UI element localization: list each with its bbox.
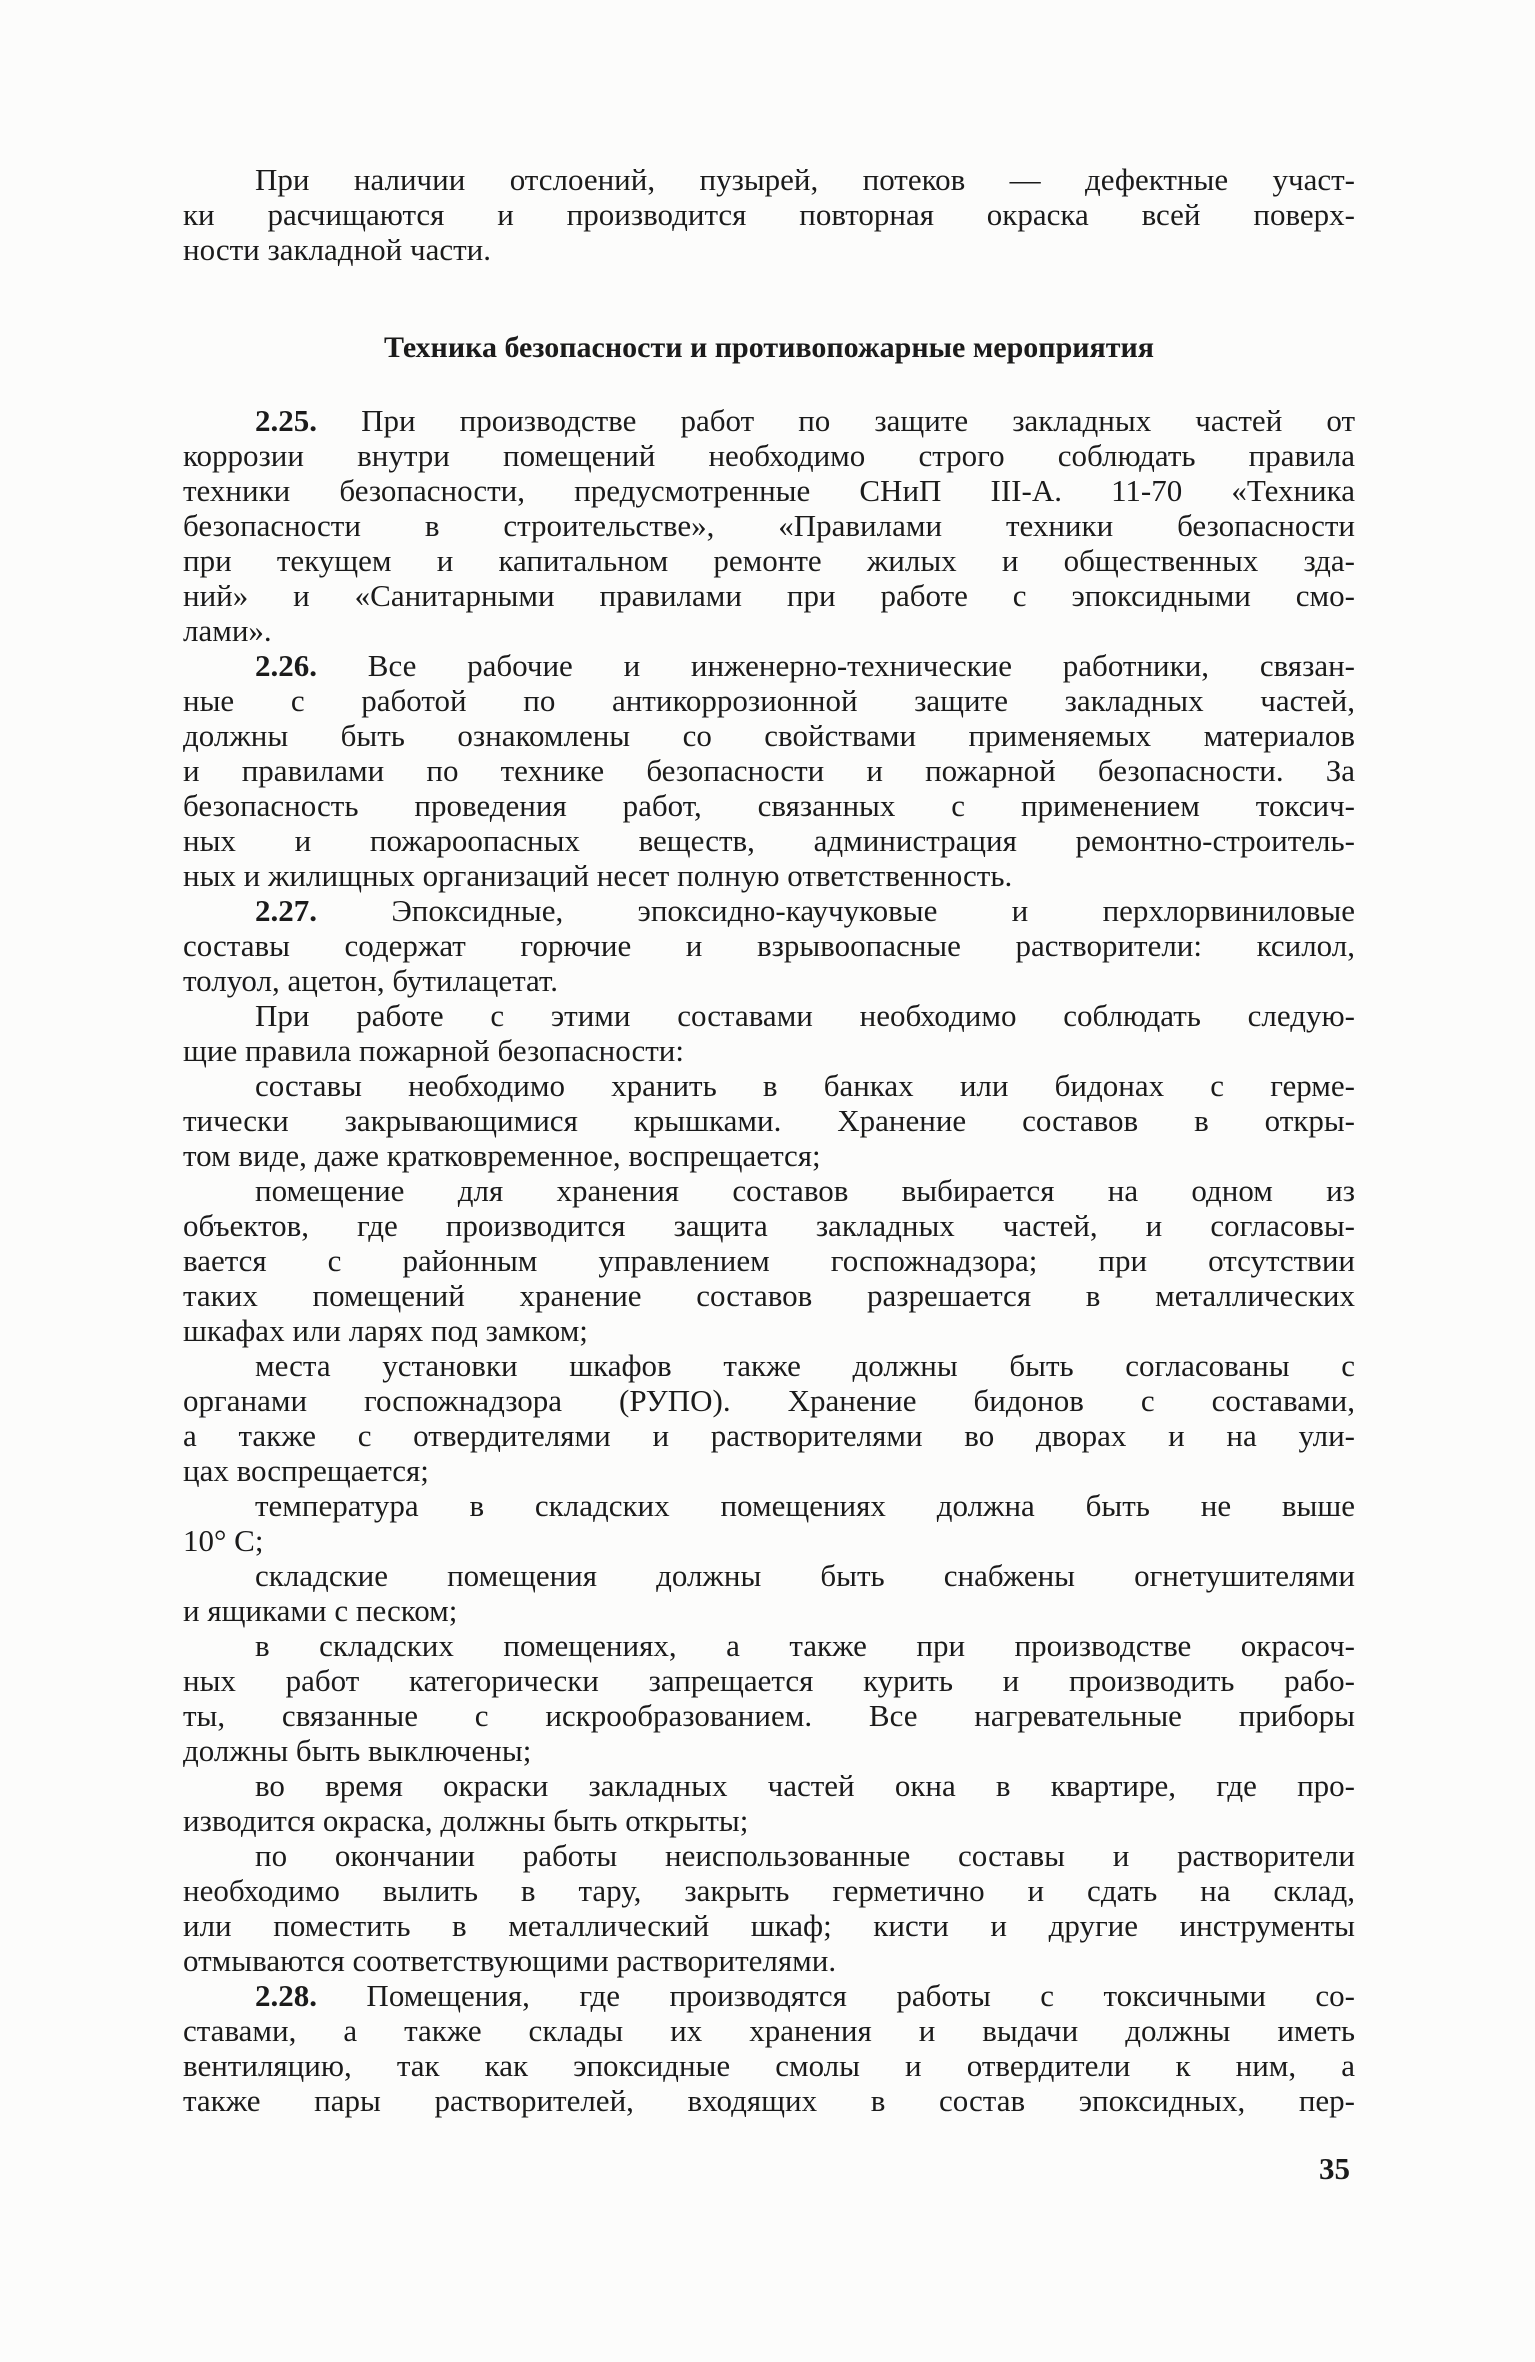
line-text: ные с работой по антикоррозионной защите закладных частей, (183, 683, 1355, 718)
rule-paragraph (183, 998, 1355, 1068)
line-text: безопасности в строительстве», «Правилами техники безопасности (183, 508, 1355, 543)
text-line (183, 1488, 1355, 1523)
line-text: ных и пожароопасных веществ, администрация ремонтно-строитель- (183, 823, 1355, 858)
line-text: Все рабочие и инженерно-технические работники, связан- (317, 648, 1355, 683)
line-text: цах воспрещается; (183, 1453, 429, 1488)
line-text: ставами, а также склады их хранения и выдачи должны иметь (183, 2013, 1355, 2048)
document-body (183, 403, 1355, 2118)
line-text: и ящиками с песком; (183, 1593, 458, 1628)
clause-number: 2.25. (255, 403, 317, 438)
line-text: том виде, даже кратковременное, воспрещается; (183, 1138, 821, 1173)
line-text: При производстве работ по защите закладных частей от (317, 403, 1355, 438)
text-line (183, 1278, 1355, 1313)
line-text: помещение для хранения составов выбирается на одном из (255, 1173, 1355, 1208)
line-text: температура в складских помещениях должна быть не выше (255, 1488, 1355, 1523)
line-text: отмываются соответствующими растворителями. (183, 1943, 837, 1978)
line-text: ности закладной части. (183, 232, 492, 267)
text-line (183, 1348, 1355, 1383)
text-line (183, 858, 1355, 893)
clause-paragraph (183, 893, 1355, 998)
text-line (183, 1418, 1355, 1453)
text-line (183, 1593, 1355, 1628)
text-line (183, 508, 1355, 543)
text-line (183, 1628, 1355, 1663)
text-line (183, 963, 1355, 998)
line-text: а также с отвердителями и растворителями во дворах и на ули- (183, 1418, 1355, 1453)
text-line (183, 1803, 1355, 1838)
page-number: 35 (1319, 2151, 1350, 2186)
text-line (183, 998, 1355, 1033)
text-line (183, 1243, 1355, 1278)
text-line (183, 232, 1355, 267)
text-line (183, 1103, 1355, 1138)
line-text: ки расчищаются и производится повторная окраска всей поверх- (183, 197, 1355, 232)
line-text: объектов, где производится защита закладных частей, и согласовы- (183, 1208, 1355, 1243)
text-line (183, 648, 1355, 683)
text-line (183, 788, 1355, 823)
clause-paragraph (183, 403, 1355, 648)
text-line (183, 438, 1355, 473)
text-line (183, 683, 1355, 718)
line-text: при текущем и капитальном ремонте жилых и общественных зда- (183, 543, 1355, 578)
line-text: должны быть ознакомлены со свойствами применяемых материалов (183, 718, 1355, 753)
line-text: ных и жилищных организаций несет полную ответственность. (183, 858, 1013, 893)
line-text: должны быть выключены; (183, 1733, 532, 1768)
line-text: вается с районным управлением госпожнадзора; при отсутствии (183, 1243, 1355, 1278)
text-line (183, 823, 1355, 858)
line-text: также пары растворителей, входящих в состав эпоксидных, пер- (183, 2083, 1355, 2118)
line-text: вентиляцию, так как эпоксидные смолы и отвердители к ним, а (183, 2048, 1355, 2083)
text-line (183, 473, 1355, 508)
line-text: безопасность проведения работ, связанных с применением токсич- (183, 788, 1355, 823)
text-line (183, 1663, 1355, 1698)
rule-paragraph (183, 1068, 1355, 1173)
text-line (183, 162, 1355, 197)
line-text: в складских помещениях, а также при производстве окрасоч- (255, 1628, 1355, 1663)
text-line (183, 1383, 1355, 1418)
text-line (183, 1943, 1355, 1978)
line-text: тически закрывающимися крышками. Хранение составов в откры- (183, 1103, 1355, 1138)
text-line (183, 1838, 1355, 1873)
text-line (183, 1138, 1355, 1173)
line-text: толуол, ацетон, бутилацетат. (183, 963, 558, 998)
line-text: составы необходимо хранить в банках или бидонах с герме- (255, 1068, 1355, 1103)
rule-paragraph (183, 1348, 1355, 1488)
text-line (183, 1173, 1355, 1208)
clause-number: 2.27. (255, 893, 317, 928)
text-line (183, 753, 1355, 788)
clause-number: 2.26. (255, 648, 317, 683)
rule-paragraph (183, 1488, 1355, 1558)
text-line (183, 197, 1355, 232)
text-line (183, 1208, 1355, 1243)
rule-paragraph (183, 1838, 1355, 1978)
line-text: техники безопасности, предусмотренные СНиП III-А. 11-70 «Техника (183, 473, 1355, 508)
text-line (183, 1453, 1355, 1488)
text-line (183, 2083, 1355, 2118)
text-line (183, 1873, 1355, 1908)
text-line (183, 2013, 1355, 2048)
text-line (183, 543, 1355, 578)
line-text: изводится окраска, должны быть открыты; (183, 1803, 749, 1838)
intro-paragraph (183, 162, 1355, 267)
line-text: ний» и «Санитарными правилами при работе с эпоксидными смо- (183, 578, 1355, 613)
text-line (183, 613, 1355, 648)
text-line (183, 718, 1355, 753)
line-text: коррозии внутри помещений необходимо строго соблюдать правила (183, 438, 1355, 473)
line-text: необходимо вылить в тару, закрыть герметично и сдать на склад, (183, 1873, 1355, 1908)
text-line (183, 928, 1355, 963)
text-line (183, 1313, 1355, 1348)
text-line (183, 2048, 1355, 2083)
text-line (183, 1558, 1355, 1593)
text-line (183, 403, 1355, 438)
text-line (183, 1068, 1355, 1103)
line-text: складские помещения должны быть снабжены огнетушителями (255, 1558, 1355, 1593)
line-text: и правилами по технике безопасности и пожарной безопасности. За (183, 753, 1355, 788)
line-text: таких помещений хранение составов разрешается в металлических (183, 1278, 1355, 1313)
line-text: шкафах или ларях под замком; (183, 1313, 588, 1348)
text-line (183, 578, 1355, 613)
line-text: При работе с этими составами необходимо соблюдать следую- (255, 998, 1355, 1033)
line-text: Эпоксидные, эпоксидно-каучуковые и перхлорвиниловые (317, 893, 1355, 928)
line-text: по окончании работы неиспользованные составы и растворители (255, 1838, 1355, 1873)
text-line (183, 1768, 1355, 1803)
section-heading: Техника безопасности и противопожарные мероприятия (383, 331, 1155, 364)
line-text: составы содержат горючие и взрывоопасные растворители: ксилол, (183, 928, 1355, 963)
line-text: 10° С; (183, 1523, 264, 1558)
rule-paragraph (183, 1628, 1355, 1768)
text-line (183, 893, 1355, 928)
line-text: во время окраски закладных частей окна в квартире, где про- (255, 1768, 1355, 1803)
line-text: лами». (183, 613, 272, 648)
text-line (183, 1733, 1355, 1768)
document-page (183, 162, 1355, 2118)
text-line (183, 1033, 1355, 1068)
rule-paragraph (183, 1768, 1355, 1838)
line-text: места установки шкафов также должны быть согласованы с (255, 1348, 1355, 1383)
text-line (183, 1523, 1355, 1558)
line-text: ты, связанные с искрообразованием. Все нагревательные приборы (183, 1698, 1355, 1733)
line-text: органами госпожнадзора (РУПО). Хранение бидонов с составами, (183, 1383, 1355, 1418)
line-text: или поместить в металлический шкаф; кисти и другие инструменты (183, 1908, 1355, 1943)
clause-number: 2.28. (255, 1978, 317, 2013)
line-text: ных работ категорически запрещается курить и производить рабо- (183, 1663, 1355, 1698)
rule-paragraph (183, 1558, 1355, 1628)
line-text: Помещения, где производятся работы с токсичными со- (317, 1978, 1355, 2013)
clause-paragraph (183, 648, 1355, 893)
line-text: щие правила пожарной безопасности: (183, 1033, 684, 1068)
clause-paragraph (183, 1978, 1355, 2118)
rule-paragraph (183, 1173, 1355, 1348)
text-line (183, 1698, 1355, 1733)
line-text: При наличии отслоений, пузырей, потеков — дефектные участ- (255, 162, 1355, 197)
text-line (183, 1978, 1355, 2013)
text-line (183, 1908, 1355, 1943)
